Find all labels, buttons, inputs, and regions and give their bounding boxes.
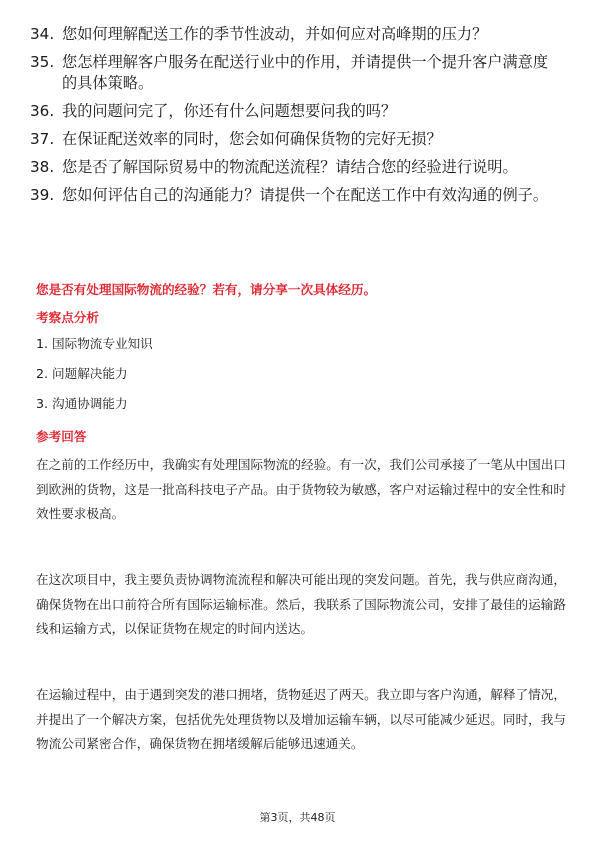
- question-number: 39.: [30, 186, 55, 204]
- featured-question-heading: 您是否有处理国际物流的经验？若有，请分享一次具体经历。: [36, 282, 377, 297]
- question-text: 您是否了解国际贸易中的物流配送流程？请结合您的经验进行说明。: [62, 158, 518, 176]
- question-list: [30, 24, 562, 213]
- question-text: 在保证配送效率的同时，您会如何确保货物的完好无损？: [62, 130, 442, 148]
- question-item: [30, 129, 562, 150]
- question-item: [30, 101, 562, 122]
- question-number: 38.: [30, 158, 55, 176]
- analysis-points-label: 考察点分析: [36, 310, 99, 325]
- answer-paragraph: 在运输过程中，由于遇到突发的港口拥堵，货物延迟了两天。我立即与客户沟通，解释了情况，并提出了一个解决方案，包括优先处理货物以及增加运输车辆，以尽可能减少延迟。同时，我与物流公司紧密合作，确保货物在拥堵缓解后能够迅速通关。: [36, 687, 566, 752]
- analysis-point: 1. 国际物流专业知识: [36, 336, 153, 351]
- question-item: [30, 52, 562, 94]
- question-text: 您如何理解配送工作的季节性波动，并如何应对高峰期的压力？: [62, 25, 488, 43]
- question-number: 36.: [30, 102, 55, 120]
- answer-paragraph: 在这次项目中，我主要负责协调物流流程和解决可能出现的突发问题。首先，我与供应商沟通，确保货物在出口前符合所有国际运输标准。然后，我联系了国际物流公司，安排了最佳的运输路线和运输方式，以保证货物在规定的时间内送达。: [36, 572, 566, 637]
- analysis-point: 3. 沟通协调能力: [36, 396, 128, 411]
- analysis-point: 2. 问题解决能力: [36, 366, 128, 381]
- analysis-points-list: [36, 335, 436, 425]
- question-text: 您如何评估自己的沟通能力？请提供一个在配送工作中有效沟通的例子。: [62, 186, 548, 204]
- question-item: [30, 157, 562, 178]
- question-number: 37.: [30, 130, 55, 148]
- question-text: 您怎样理解客户服务在配送行业中的作用，并请提供一个提升客户满意度的具体策略。: [62, 53, 548, 92]
- question-text: 我的问题问完了，你还有什么问题想要问我的吗？: [62, 102, 397, 120]
- question-number: 35.: [30, 53, 55, 71]
- question-item: [30, 24, 562, 45]
- reference-answer-label: 参考回答: [36, 429, 87, 444]
- question-number: 34.: [30, 25, 55, 43]
- answer-paragraph: 在之前的工作经历中，我确实有处理国际物流的经验。有一次，我们公司承接了一笔从中国出口到欧洲的货物，这是一批高科技电子产品。由于货物较为敏感，客户对运输过程中的安全性和时效性要求极高。: [36, 457, 566, 522]
- question-item: [30, 185, 562, 206]
- page-footer: 第3页，共48页: [259, 811, 336, 824]
